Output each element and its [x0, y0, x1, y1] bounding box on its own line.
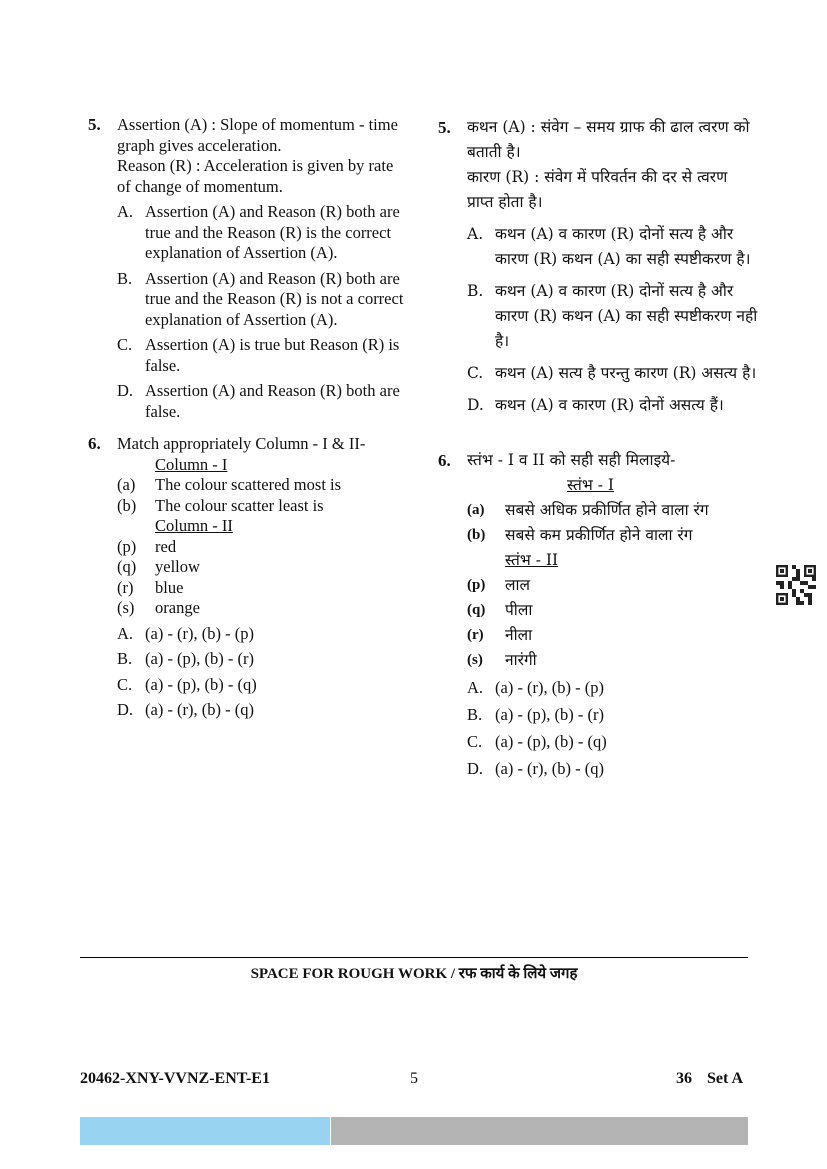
footer-bar-grey — [331, 1117, 748, 1145]
column-2-item: (q) पीला — [467, 601, 533, 619]
option-a[interactable]: A. (a) - (r), (b) - (p) — [467, 678, 605, 697]
column-1-item: (b) सबसे कम प्रकीर्णित होने वाला रंग — [467, 526, 693, 544]
column-2-title: Column - II — [155, 516, 233, 535]
option-label: C. — [117, 335, 133, 354]
question-6-en — [88, 434, 408, 721]
option-a[interactable]: A. कथन (A) व कारण (R) दोनों सत्य है और कारण (R) कथन (A) का सही स्पष्टीकरण है। — [467, 225, 751, 268]
column-2-item: (s) नारंगी — [467, 651, 537, 669]
column-2-title: स्तंभ - II — [505, 551, 559, 569]
question-5-hi — [438, 115, 758, 418]
total-pages: 36 — [676, 1070, 692, 1087]
option-label: B. — [117, 268, 133, 288]
question-number: 5. — [438, 118, 451, 137]
rough-work-label: SPACE FOR ROUGH WORK / रफ कार्य के लिये जगह — [250, 966, 578, 982]
question-5-en — [88, 115, 408, 422]
footer-bar-blue — [80, 1117, 330, 1145]
option-text: Assertion (A) is true but Reason (R) is false. — [145, 335, 400, 375]
set-label: Set A — [707, 1070, 743, 1087]
option-a[interactable] — [117, 202, 408, 264]
option-text: Assertion (A) and Reason (R) both are false. — [145, 381, 400, 421]
reason-text: Reason (R) : Acceleration is given by rate of change of momentum. — [117, 156, 394, 196]
column-2-item: (q) yellow — [117, 557, 200, 576]
english-column — [88, 115, 408, 721]
option-d[interactable]: D. कथन (A) व कारण (R) दोनों असत्य हैं। — [467, 396, 724, 414]
column-2-item: (p) लाल — [467, 576, 531, 594]
column-1-item: (a) सबसे अधिक प्रकीर्णित होने वाला रंग — [467, 501, 709, 519]
page-number: 5 — [410, 1070, 418, 1087]
option-b[interactable]: B. कथन (A) व कारण (R) दोनों सत्य है और कारण (R) कथन (A) का सही स्पष्टीकरण नही है। — [467, 282, 758, 350]
option-b[interactable] — [117, 269, 408, 331]
question-number: 5. — [88, 115, 101, 134]
assertion-text: कथन (A) : संवेग – समय ग्राफ की ढाल त्वरण को बताती है। — [467, 118, 750, 161]
hindi-column — [438, 115, 758, 781]
option-text: Assertion (A) and Reason (R) both are true and the Reason (R) is not a correct explanation of Assertion (A). — [145, 268, 404, 329]
column-1-title: Column - I — [155, 454, 228, 474]
column-1-title: स्तंभ - I — [567, 476, 614, 494]
assertion-text: Assertion (A) : Slope of momentum - time graph gives acceleration. — [117, 115, 398, 155]
column-1-item: (b) The colour scatter least is — [117, 495, 324, 515]
option-c[interactable]: C. (a) - (p), (b) - (q) — [467, 732, 607, 751]
option-c[interactable]: C. कथन (A) सत्य है परन्तु कारण (R) असत्य है। — [467, 364, 757, 382]
column-2-item: (r) नीला — [467, 626, 533, 644]
paper-code: 20462-XNY-VVNZ-ENT-E1 — [80, 1070, 270, 1087]
reason-text: कारण (R) : संवेग में परिवर्तन की दर से त्वरण प्राप्त होता है। — [467, 168, 728, 211]
question-6-hi — [438, 448, 758, 781]
option-a[interactable]: A. (a) - (r), (b) - (p) — [117, 623, 255, 643]
option-d[interactable]: D. (a) - (r), (b) - (q) — [467, 759, 605, 778]
question-stem: स्तंभ - I व II को सही सही मिलाइये- — [467, 451, 676, 469]
option-b[interactable]: B. (a) - (p), (b) - (r) — [117, 649, 255, 668]
column-1-item: (a) The colour scattered most is — [117, 475, 342, 494]
question-number: 6. — [88, 434, 101, 453]
rough-work-divider — [80, 957, 748, 958]
option-text: Assertion (A) and Reason (R) both are true and the Reason (R) is the correct explanation of Assertion (A). — [145, 202, 400, 262]
option-d[interactable] — [117, 381, 408, 422]
option-c[interactable]: C. (a) - (p), (b) - (q) — [117, 674, 257, 694]
option-label: D. — [117, 381, 134, 400]
option-b[interactable]: B. (a) - (p), (b) - (r) — [467, 705, 605, 724]
column-2-item: (r) blue — [117, 577, 184, 597]
question-number: 6. — [438, 451, 451, 470]
option-c[interactable] — [117, 335, 408, 376]
option-d[interactable]: D. (a) - (r), (b) - (q) — [117, 700, 255, 719]
qr-code-icon — [776, 565, 816, 605]
question-stem: Match appropriately Column - I & II- — [117, 434, 366, 453]
column-2-item: (p) red — [117, 536, 177, 556]
option-label: A. — [117, 202, 134, 221]
column-2-item: (s) orange — [117, 598, 200, 617]
